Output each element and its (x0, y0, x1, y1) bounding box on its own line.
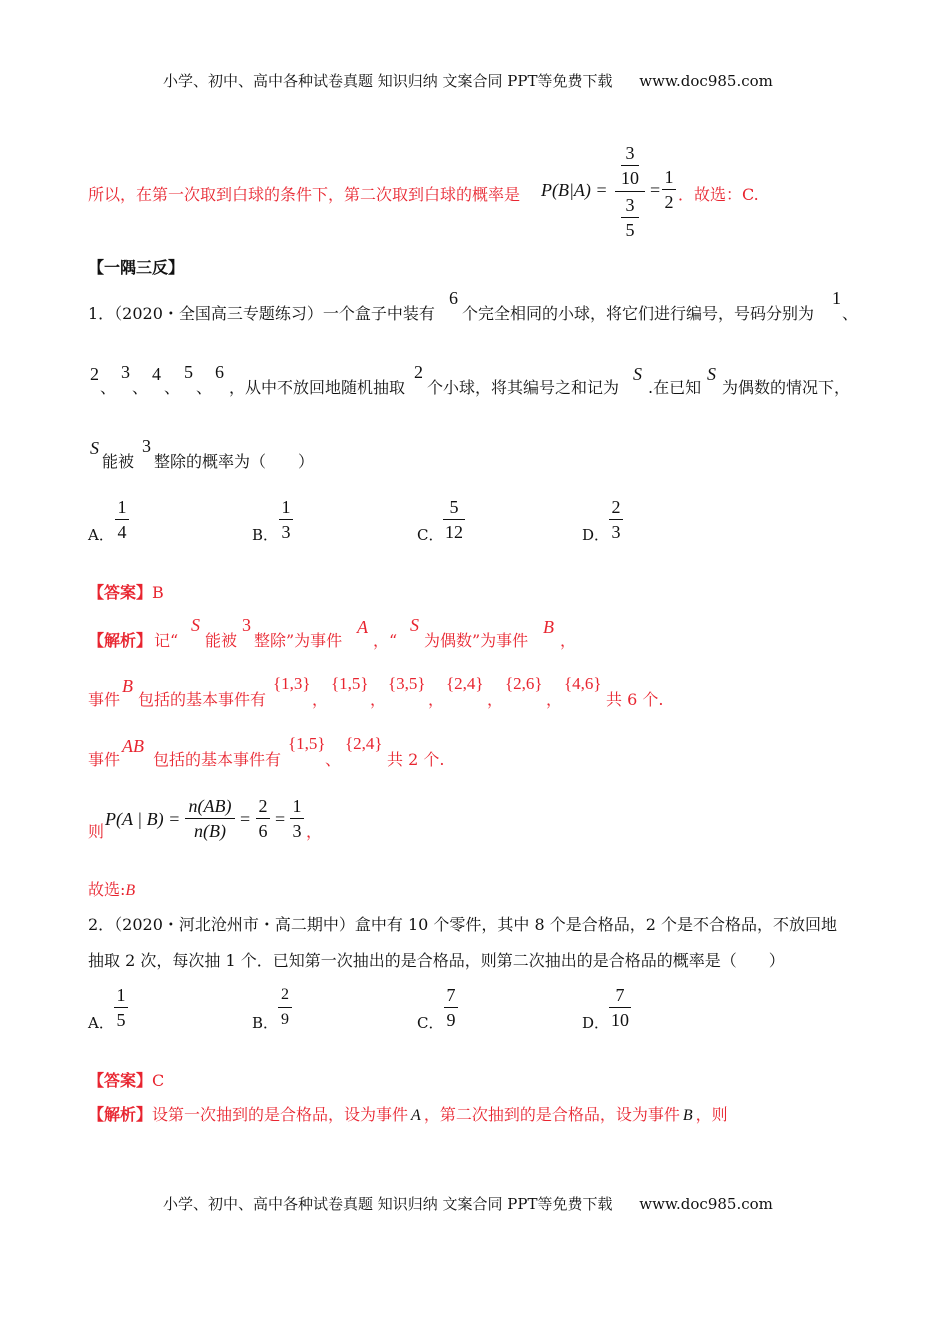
q1-an1-e: 为偶数”为事件 (424, 631, 529, 650)
q1-line3-text2: 整除的概率为（ ） (154, 452, 315, 471)
q1-option-d-fraction (609, 496, 623, 543)
q1-option-c-num: 5 (449, 497, 459, 517)
q2-option-c-fraction (444, 984, 458, 1031)
q1-option-b-num: 1 (281, 497, 291, 517)
big-denominator-den: 5 (625, 220, 635, 240)
q2-option-a-num: 1 (116, 985, 126, 1005)
q1-sep-3: 、 (164, 378, 181, 397)
q1-set-b-4: {2,4} (446, 674, 484, 693)
q1-set-b-6: {4,6} (564, 674, 602, 693)
q1-line3-text1: 能被 (102, 452, 135, 471)
q2-line1: 2．（2020・河北沧州市・高二期中）盒中有 10 个零件，其中 8 个是合格品，2 个是不合格品，不放回地 (88, 915, 838, 934)
footer-site[interactable]: www.doc985.com (639, 1195, 773, 1213)
q1-option-c-label: C． (417, 526, 444, 544)
q1-num-2: 2 (90, 364, 99, 384)
q2-an-text3: ，则 (695, 1105, 728, 1124)
q1-option-a-den: 4 (117, 522, 127, 542)
q1-set-b-2: {1,5} (331, 674, 369, 693)
q1-option-a-num: 1 (117, 497, 127, 517)
q1-an4-frac3 (290, 795, 304, 842)
q1-sep-1: 、 (100, 378, 117, 397)
q1-an1-event-b: B (543, 617, 554, 637)
q1-line2-text4: 为偶数的情况下， (722, 378, 851, 397)
q1-line2-text2: 个小球，将其编号之和记为 (427, 378, 620, 397)
q1-an2-event-b: B (122, 676, 133, 696)
q1-set-ab-sep: 、 (325, 750, 342, 769)
q1-an3-event-ab: AB (122, 736, 144, 756)
q1-an4-f3-den: 3 (292, 821, 302, 841)
q1-line2-text1: ，从中不放回地随机抽取 (229, 378, 406, 397)
q1-line1-mid: 个完全相同的小球，将它们进行编号，号码分别为 (462, 304, 815, 323)
q1-set-b-3: {3,5} (388, 674, 426, 693)
q1-conclusion-value: B (125, 882, 136, 899)
q1-conclusion (88, 880, 135, 901)
q1-answer-value: B (152, 583, 164, 602)
q1-set-sep-4: ， (487, 690, 504, 709)
q1-an4-f2-den: 6 (258, 821, 268, 841)
q1-var-s-1: S (633, 364, 642, 384)
result-num: 1 (664, 167, 674, 187)
q1-an4-f1-den: n(B) (194, 821, 226, 841)
q2-an-text1: 设第一次抽到的是合格品，设为事件 (152, 1105, 409, 1124)
q1-line1-prefix: 1．（2020・全国高三专题练习）一个盒子中装有 (88, 304, 435, 323)
q1-option-c-fraction (443, 496, 465, 543)
q1-set-ab-1: {1,5} (288, 734, 326, 753)
q2-answer-label: 【答案】 (88, 1071, 153, 1090)
q1-an4-prefix: 则 (88, 822, 105, 841)
q1-an4-frac1 (185, 795, 235, 842)
footer-text: 小学、初中、高中各种试卷真题 知识归纳 文案合同 PPT等免费下载 (163, 1195, 613, 1213)
q1-an4-eq2: = (275, 809, 286, 829)
q2-option-a-fraction (114, 984, 128, 1031)
q1-option-a-label: A． (88, 526, 114, 544)
q1-an1-f: ， (560, 631, 577, 650)
q1-n2: 2 (414, 362, 423, 382)
section-title: 【一隅三反】 (88, 258, 185, 277)
q1-var-s-2: S (707, 364, 716, 384)
page-header (163, 70, 773, 91)
q2-option-c-label: C． (417, 1014, 444, 1032)
q1-an1-event-a: A (357, 617, 368, 637)
q1-an3-tail: 共 2 个. (387, 750, 445, 769)
q2-line2: 抽取 2 次，每次抽 1 个．已知第一次抽出的是合格品，则第二次抽出的是合格品的概率是（ ） (88, 951, 785, 970)
q1-an3-text: 包括的基本事件有 (153, 750, 282, 769)
q2-option-d-fraction (609, 984, 631, 1031)
intro-result-fraction (662, 166, 676, 213)
q2-option-c-num: 7 (446, 985, 456, 1005)
q1-set-ab-2: {2,4} (345, 734, 383, 753)
q1-num-4: 4 (152, 364, 161, 384)
q1-an4-lhs: P(A | B) = (105, 809, 181, 829)
q1-an4-f3-num: 1 (292, 796, 302, 816)
q1-an2-prefix: 事件 (88, 690, 121, 709)
q2-answer (88, 1071, 164, 1091)
q2-option-b-den: 9 (281, 1011, 289, 1028)
q1-an2-text: 包括的基本事件有 (138, 690, 267, 709)
q1-conclusion-text: 故选: (88, 880, 126, 899)
q2-answer-value: C (152, 1071, 165, 1090)
q1-num-5: 5 (184, 362, 193, 382)
q1-set-b-1: {1,3} (273, 674, 311, 693)
q1-n1: 1 (832, 288, 841, 308)
intro-eq: = (650, 180, 661, 200)
q2-an-event-b: B (682, 1107, 693, 1124)
q1-answer-label: 【答案】 (88, 583, 153, 602)
q1-an2-tail: 共 6 个. (606, 690, 664, 709)
q1-option-d-label: D． (582, 526, 610, 544)
q1-sep-2: 、 (132, 378, 149, 397)
q1-option-d-num: 2 (611, 497, 621, 517)
q1-option-b-label: B． (252, 526, 279, 544)
q1-an4-eq1: = (240, 809, 251, 829)
header-site[interactable]: www.doc985.com (639, 72, 773, 90)
q1-option-b-fraction (279, 496, 293, 543)
header-text: 小学、初中、高中各种试卷真题 知识归纳 文案合同 PPT等免费下载 (163, 72, 613, 90)
q1-set-sep-5: ， (546, 690, 563, 709)
q1-set-sep-2: ， (370, 690, 387, 709)
q1-set-sep-3: ， (428, 690, 445, 709)
q1-n6: 6 (449, 288, 458, 308)
q2-option-d-num: 7 (615, 985, 625, 1005)
q1-set-sep-1: ， (312, 690, 329, 709)
q1-var-s-3: S (90, 438, 99, 458)
q1-analysis-label: 【解析】 (88, 631, 153, 650)
q1-answer (88, 583, 164, 603)
q1-an3-prefix: 事件 (88, 750, 121, 769)
result-den: 2 (664, 192, 674, 212)
q1-n3: 3 (142, 436, 151, 456)
intro-big-fraction (615, 142, 645, 241)
q1-num-6: 6 (215, 362, 224, 382)
q2-option-b-label: B． (252, 1014, 279, 1032)
q1-an1-s: S (191, 615, 200, 635)
q2-an-text2: ，第二次抽到的是合格品，设为事件 (423, 1105, 680, 1124)
intro-tail: ．故选：C. (678, 185, 759, 204)
q2-option-c-den: 9 (446, 1010, 456, 1030)
intro-formula-lhs: P(B|A) = (541, 180, 608, 200)
q2-option-d-label: D． (582, 1014, 610, 1032)
q2-option-a-den: 5 (116, 1010, 126, 1030)
q2-analysis-label: 【解析】 (88, 1105, 153, 1124)
q1-sep-4: 、 (196, 378, 213, 397)
q1-an1-s2: S (410, 615, 419, 635)
big-denominator-num: 3 (625, 195, 635, 215)
q2-option-b-num: 2 (281, 986, 289, 1003)
q2-an-event-a: A (411, 1107, 421, 1124)
q1-set-b-5: {2,6} (505, 674, 543, 693)
q1-option-b-den: 3 (281, 522, 291, 542)
q2-analysis (88, 1105, 728, 1126)
q2-option-d-den: 10 (611, 1010, 629, 1030)
q1-an4-frac2 (256, 795, 270, 842)
q1-an1-c: 整除”为事件 (254, 631, 343, 650)
page-footer (163, 1193, 773, 1214)
q1-num-3: 3 (121, 362, 130, 382)
big-numerator-den: 10 (621, 168, 639, 188)
q2-option-b-fraction (278, 984, 292, 1031)
q1-line2-text3: .在已知 (648, 378, 702, 397)
q2-option-a-label: A． (88, 1014, 114, 1032)
q1-an1-b: 能被 (205, 631, 238, 650)
q1-an1-d: ，“ (373, 631, 398, 650)
q1-option-c-den: 12 (445, 522, 463, 542)
q1-an4-f2-num: 2 (258, 796, 268, 816)
q1-an4-f1-num: n(AB) (188, 796, 232, 816)
big-numerator-num: 3 (625, 143, 635, 163)
q1-an1-a: 记“ (154, 631, 179, 650)
q1-option-a-fraction (115, 496, 129, 543)
q1-an1-3: 3 (242, 615, 251, 635)
q1-an4-tail: ， (306, 822, 323, 841)
q1-line1-end: 、 (842, 304, 859, 323)
intro-text: 所以，在第一次取到白球的条件下，第二次取到白球的概率是 (88, 185, 521, 204)
q1-option-d-den: 3 (611, 522, 621, 542)
